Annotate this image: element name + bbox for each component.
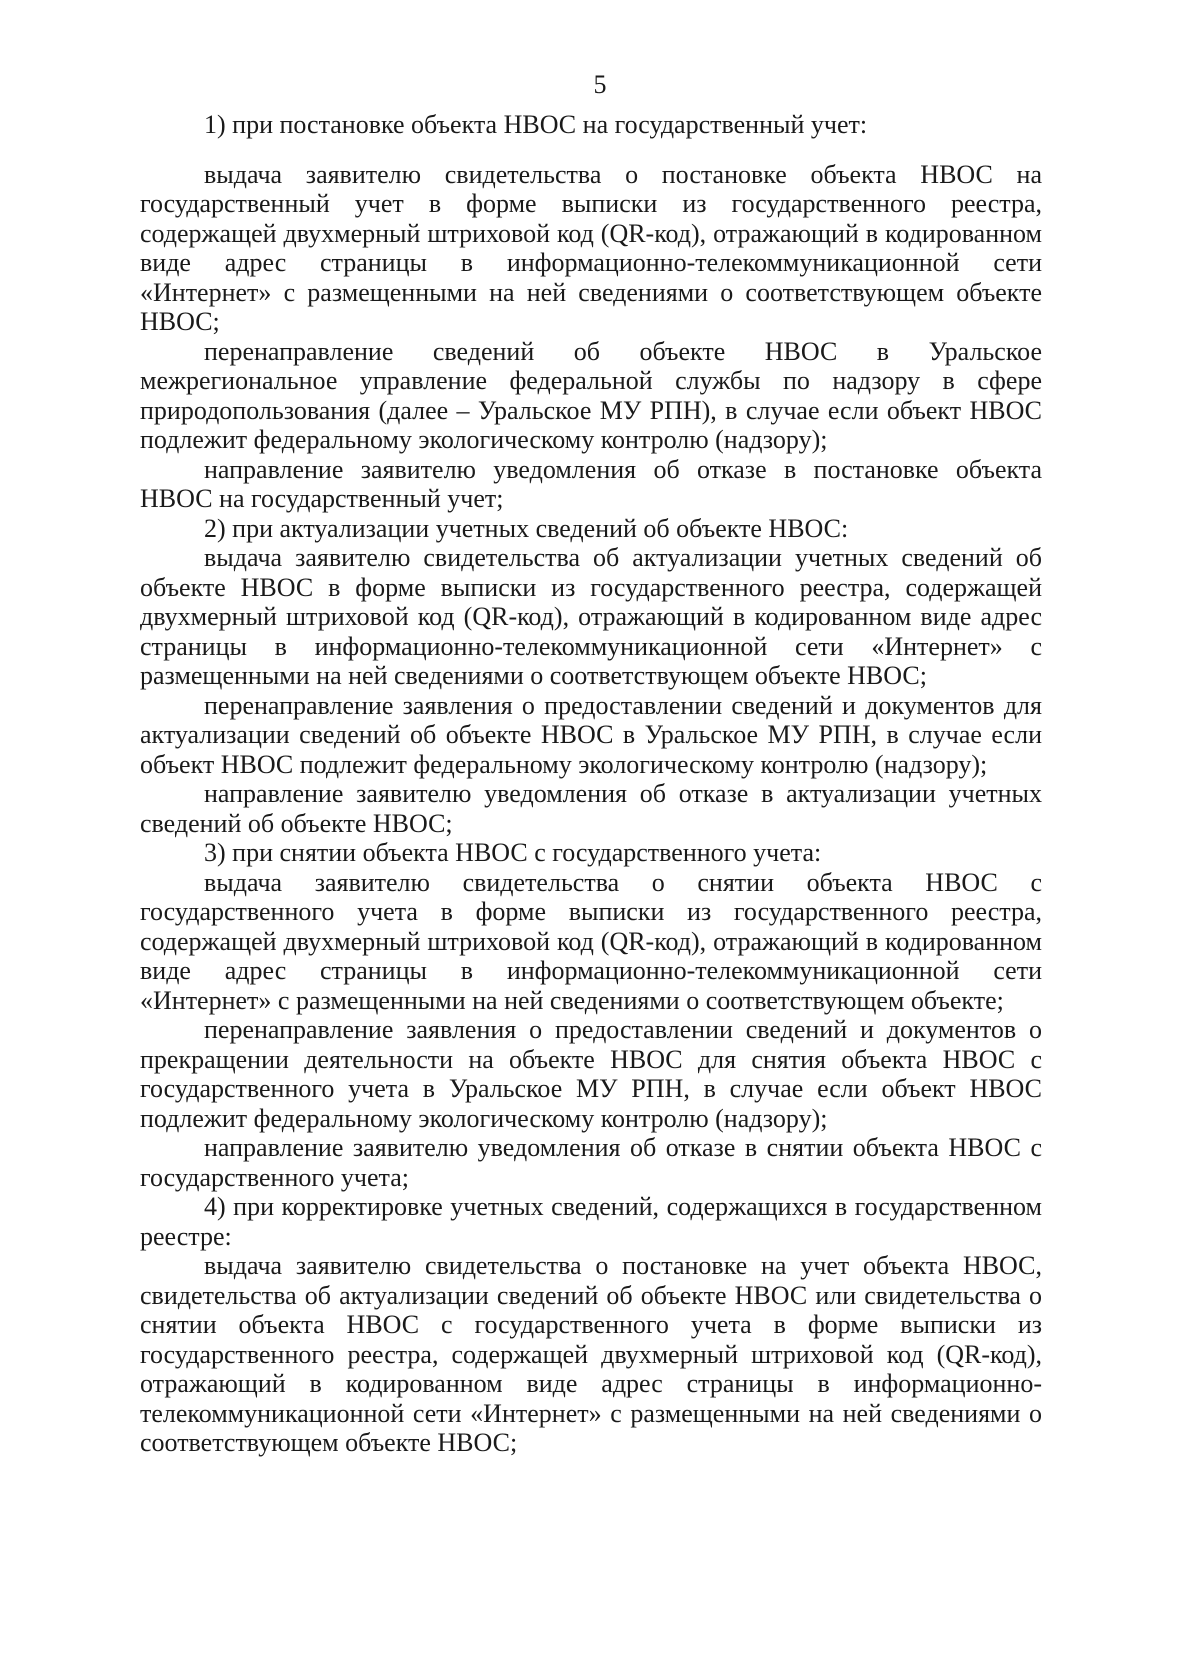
paragraph-registration-redirect: перенаправление сведений об объекте НВОС в Уральское межрегиональное управление федеральной службы по надзору в сфере природопользования (далее – Уральское МУ РПН), в случае если объект НВОС подлежит федеральному экологическому контролю (надзору); (140, 336, 1042, 454)
paragraph-deregistration-redirect: перенаправление заявления о предоставлении сведений и документов о прекращении деятельности на объекте НВОС для снятия объекта НВОС с государственного учета в Уральское МУ РПН, в случае если объект НВОС подлежит федеральному экологическому контролю (надзору); (140, 1015, 1042, 1133)
paragraph-deregistration-refusal: направление заявителю уведомления об отказе в снятии объекта НВОС с государственного учета; (140, 1133, 1042, 1192)
page-number: 5 (593, 70, 607, 99)
paragraph-deregistration-certificate: выдача заявителю свидетельства о снятии объекта НВОС с государственного учета в форме выписки из государственного реестра, содержащей двухмерный штриховой код (QR-код), отражающий в кодированном виде адрес страницы в информационно-телекоммуникационной сети «Интернет» с размещенными на ней сведениями о соответствующем объекте; (140, 867, 1042, 1015)
section-heading-deregistration: 3) при снятии объекта НВОС с государственного учета: (204, 838, 822, 867)
section-heading-registration: 1) при постановке объекта НВОС на государственный учет: (204, 110, 868, 139)
paragraph-registration-certificate: выдача заявителю свидетельства о постановке объекта НВОС на государственный учет в форме выписки из государственного реестра, содержащей двухмерный штриховой код (QR-код), отражающий в кодированном виде адрес страницы в информационно-телекоммуникационной сети «Интернет» с размещенными на ней сведениями о соответствующем объекте НВОС; (140, 159, 1042, 336)
paragraph-correction-certificate: выдача заявителю свидетельства о постановке на учет объекта НВОС, свидетельства об актуализации сведений об объекте НВОС или свидетельства о снятии объекта НВОС с государственного учета в форме выписки из государственного реестра, содержащей двухмерный штриховой код (QR-код), отражающий в кодированном виде адрес страницы в информационно-телекоммуникационной сети «Интернет» с размещенными на ней сведениями о соответствующем объекте НВОС; (140, 1251, 1042, 1457)
paragraph-registration-refusal: направление заявителю уведомления об отказе в постановке объекта НВОС на государственный учет; (140, 454, 1042, 513)
paragraph-update-certificate: выдача заявителю свидетельства об актуализации учетных сведений об объекте НВОС в форме выписки из государственного реестра, содержащей двухмерный штриховой код (QR-код), отражающий в кодированном виде адрес страницы в информационно-телекоммуникационной сети «Интернет» с размещенными на ней сведениями о соответствующем объекте НВОС; (140, 543, 1042, 690)
section-heading-update: 2) при актуализации учетных сведений об объекте НВОС: (204, 513, 849, 543)
paragraph-update-redirect: перенаправление заявления о предоставлении сведений и документов для актуализации сведений об объекте НВОС в Уральское МУ РПН, в случае если объект НВОС подлежит федеральному экологическому контролю (надзору); (140, 690, 1042, 779)
section-heading-correction: 4) при корректировке учетных сведений, содержащихся в государственном реестре: (140, 1192, 1042, 1251)
paragraph-update-refusal: направление заявителю уведомления об отказе в актуализации учетных сведений об объекте НВОС; (140, 779, 1042, 838)
document-body (140, 110, 1042, 1458)
